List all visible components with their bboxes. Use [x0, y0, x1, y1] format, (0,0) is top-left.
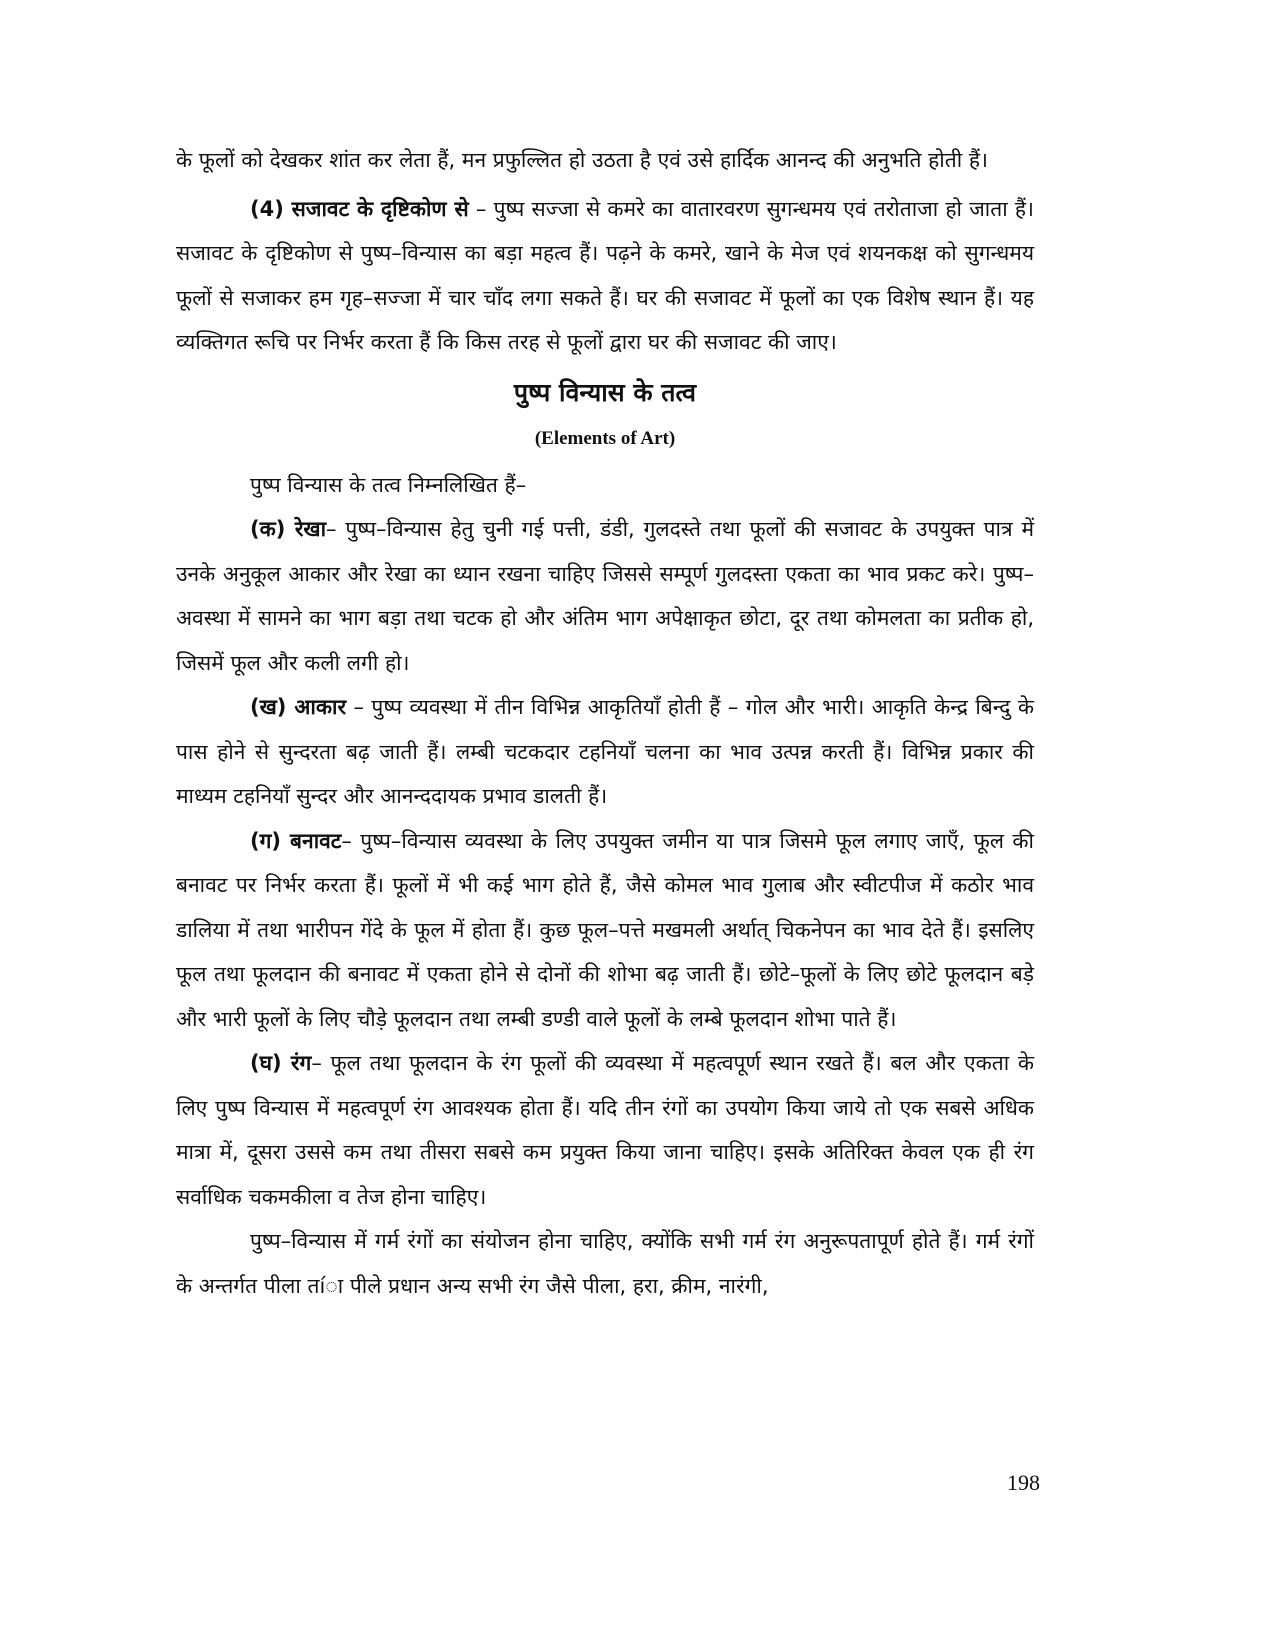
- page-number: 198: [1007, 1470, 1040, 1495]
- paragraph-heading: (ग) बनावट: [250, 828, 342, 853]
- paragraph-text: – पुष्प–विन्यास व्यवस्था के लिए उपयुक्त जमीन या पात्र जिसमे फूल लगाए जाएँ, फूल की बनावट पर निर्भर करता हैं। फूलों में भी कई भाग होते हैं, जैसे कोमल भाव गुलाब और स्वीटपीज में कठोर भाव डालिया में तथा भारीपन गेंदे के फूल में होता हैं। कुछ फूल–पत्ते मखमली अर्थात् चिकनेपन का भाव देते हैं। इसलिए फूल तथा फूलदान की बनावट में एकता होने से दोनों की शोभा बढ़ जाती हैं। छोटे–फूलों के लिए छोटे फूलदान बड़े और भारी फूलों के लिए चौड़े फूलदान तथा लम्बी डण्डी वाले फूलों के लम्बे फूलदान शोभा पाते हैं।: [176, 828, 1034, 1031]
- paragraph-continued: [176, 138, 1034, 183]
- paragraph-heading: (घ) रंग: [250, 1051, 312, 1075]
- paragraph-heading: (ख) आकार: [250, 695, 347, 719]
- paragraph-text: पुष्प–विन्यास में गर्म रंगों का संयोजन होना चाहिए, क्योंकि सभी गर्म रंग अनुरूपतापूर्ण होते हैं। गर्म रंगों के अन्तर्गत पीला तíा पीले प्रधान अन्य सभी रंग जैसे पीला, हरा, क्रीम, नारंगी,: [176, 1229, 1034, 1298]
- paragraph-shape: [176, 685, 1034, 819]
- paragraph-color: [176, 1041, 1034, 1219]
- paragraph-texture: [176, 819, 1034, 1042]
- paragraph-line: [176, 507, 1034, 685]
- paragraph-intro: [176, 463, 1034, 508]
- paragraph-heading: (क) रेखा: [250, 517, 327, 541]
- paragraph-warm-colors: [176, 1219, 1034, 1308]
- paragraph-text: के फूलों को देखकर शांत कर लेता हैं, मन प्रफुल्लित हो उठता है एवं उसे हार्दिक आनन्द की अनुभति होती हैं।: [176, 148, 988, 172]
- paragraph-text: – पुष्प व्यवस्था में तीन विभिन्न आकृतियाँ होती हैं – गोल और भारी। आकृति केन्द्र बिन्दु के पास होने से सुन्दरता बढ़ जाती हैं। लम्बी चटकदार टहनियाँ चलना का भाव उत्पन्न करती हैं। विभिन्न प्रकार की माध्यम टहनियाँ सुन्दर और आनन्ददायक प्रभाव डालती हैं।: [176, 695, 1034, 808]
- page-content: [176, 138, 1034, 1308]
- paragraph-heading: (4) सजावट के दृष्टिकोण से: [250, 196, 469, 221]
- paragraph-decoration: [176, 187, 1034, 365]
- section-title: पुष्प विन्यास के तत्व: [513, 377, 697, 407]
- paragraph-text: पुष्प विन्यास के तत्व निम्नलिखित हैं–: [250, 472, 527, 497]
- section-subtitle: (Elements of Art): [534, 427, 676, 449]
- paragraph-text: – फूल तथा फूलदान के रंग फूलों की व्यवस्था में महत्वपूर्ण स्थान रखते हैं। बल और एकता के लिए पुष्प विन्यास में महत्वपूर्ण रंग आवश्यक होता हैं। यदि तीन रंगों का उपयोग किया जाये तो एक सबसे अधिक मात्रा में, दूसरा उससे कम तथा तीसरा सबसे कम प्रयुक्त किया जाना चाहिए। इसके अतिरिक्त केवल एक ही रंग सर्वाधिक चकमकीला व तेज होना चाहिए।: [176, 1051, 1034, 1209]
- paragraph-text: – पुष्प–विन्यास हेतु चुनी गई पत्ती, डंडी, गुलदस्ते तथा फूलों की सजावट के उपयुक्त पात्र में उनके अनुकूल आकार और रेखा का ध्यान रखना चाहिए जिससे सम्पूर्ण गुलदस्ता एकता का भाव प्रकट करे। पुष्प–अवस्था में सामने का भाग बड़ा तथा चटक हो और अंतिम भाग अपेक्षाकृत छोटा, दूर तथा कोमलता का प्रतीक हो, जिसमें फूल और कली लगी हो।: [176, 517, 1034, 675]
- paragraph-text: – पुष्प सज्जा से कमरे का वातारवरण सुगन्धमय एवं तरोताजा हो जाता हैं। सजावट के दृष्टिकोण से पुष्प–विन्यास का बड़ा महत्व हैं। पढ़ने के कमरे, खाने के मेज एवं शयनकक्ष को सुगन्धमय फूलों से सजाकर हम गृह–सज्जा में चार चाँद लगा सकते हैं। घर की सजावट में फूलों का एक विशेष स्थान हैं। यह व्यक्तिगत रूचि पर निर्भर करता हैं कि किस तरह से फूलों द्वारा घर की सजावट की जाए।: [176, 196, 1034, 354]
